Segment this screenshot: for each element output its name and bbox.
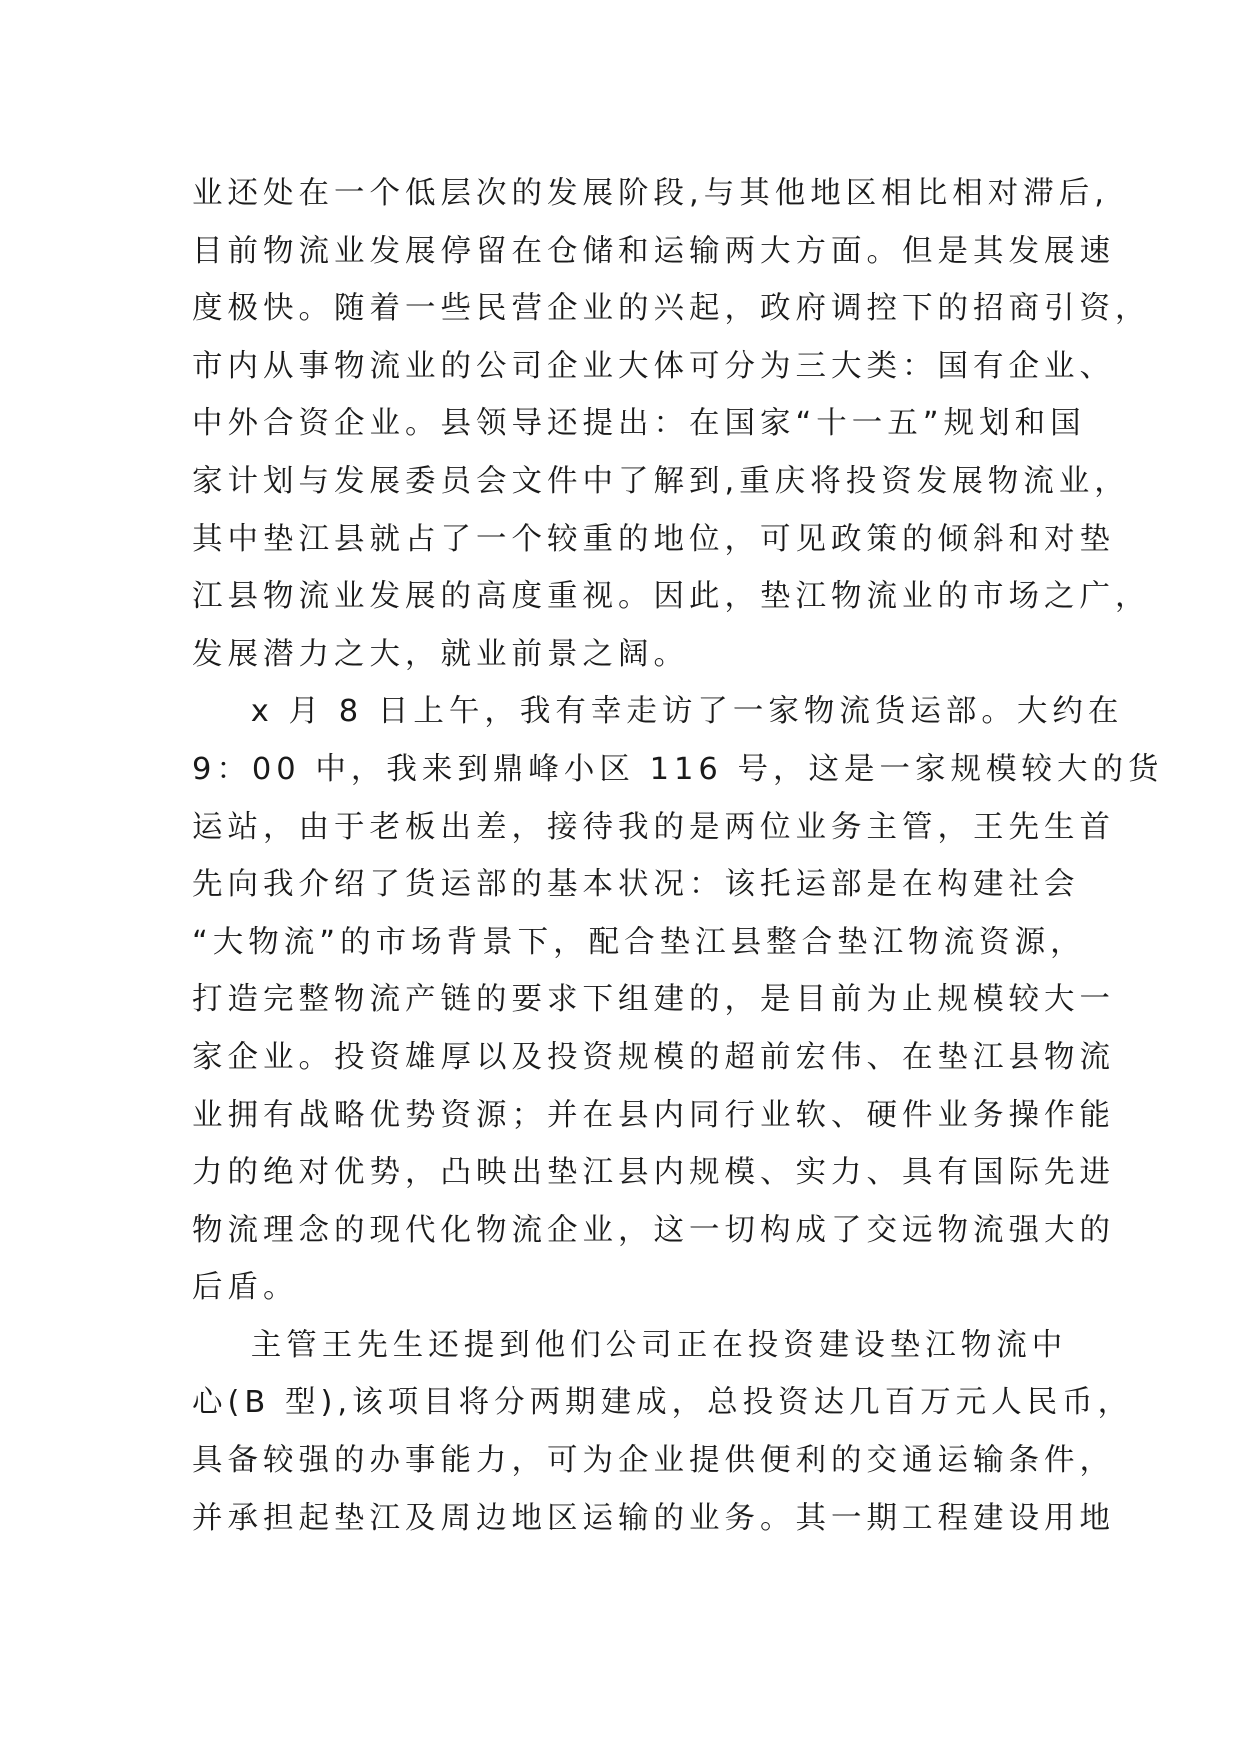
- text-line: 力的绝对优势，凸映出垫江县内规模、实力、具有国际先进: [192, 1155, 1115, 1191]
- text-line: 家企业。投资雄厚以及投资规模的超前宏伟、在垫江县物流: [192, 1039, 1115, 1075]
- text-line: 运站，由于老板出差，接待我的是两位业务主管，王先生首: [192, 809, 1115, 845]
- text-line: 家计划与发展委员会文件中了解到,重庆将投资发展物流业，: [192, 463, 1130, 499]
- text-line: 主管王先生还提到他们公司正在投资建设垫江物流中: [192, 1327, 1068, 1363]
- text-line: 目前物流业发展停留在仓储和运输两大方面。但是其发展速: [192, 233, 1115, 269]
- text-line: 其中垫江县就占了一个较重的地位，可见政策的倾斜和对垫: [192, 521, 1115, 557]
- text-line: 打造完整物流产链的要求下组建的，是目前为止规模较大一: [192, 982, 1115, 1018]
- text-line: 具备较强的办事能力，可为企业提供便利的交通运输条件，: [192, 1443, 1115, 1479]
- text-line: 9：00 中，我来到鼎峰小区 116 号，这是一家规模较大的货: [192, 751, 1164, 787]
- text-line: x 月 8 日上午，我有幸走访了一家物流货运部。大约在: [192, 694, 1124, 730]
- text-line: “大物流”的市场背景下，配合垫江县整合垫江物流资源，: [192, 924, 1086, 960]
- text-line: 市内从事物流业的公司企业大体可分为三大类：国有企业、: [192, 348, 1115, 384]
- text-line: 度极快。随着一些民营企业的兴起，政府调控下的招商引资，: [192, 291, 1151, 327]
- text-line: 先向我介绍了货运部的基本状况：该托运部是在构建社会: [192, 867, 1080, 903]
- body-text: [192, 165, 1164, 1547]
- text-line: 物流理念的现代化物流企业，这一切构成了交远物流强大的: [192, 1212, 1115, 1248]
- text-line: 业还处在一个低层次的发展阶段,与其他地区相比相对滞后,: [192, 176, 1109, 211]
- text-line: 江县物流业发展的高度重视。因此，垫江物流业的市场之广，: [192, 579, 1151, 615]
- text-line: 发展潜力之大，就业前景之阔。: [192, 636, 689, 672]
- text-line: 业拥有战略优势资源；并在县内同行业软、硬件业务操作能: [192, 1097, 1115, 1133]
- text-line: 并承担起垫江及周边地区运输的业务。其一期工程建设用地: [192, 1500, 1115, 1536]
- text-line: 心(B 型),该项目将分两期建成，总投资达几百万元人民币，: [192, 1385, 1134, 1421]
- text-line: 中外合资企业。县领导还提出：在国家“十一五”规划和国: [192, 406, 1086, 442]
- text-line: 后盾。: [192, 1270, 299, 1306]
